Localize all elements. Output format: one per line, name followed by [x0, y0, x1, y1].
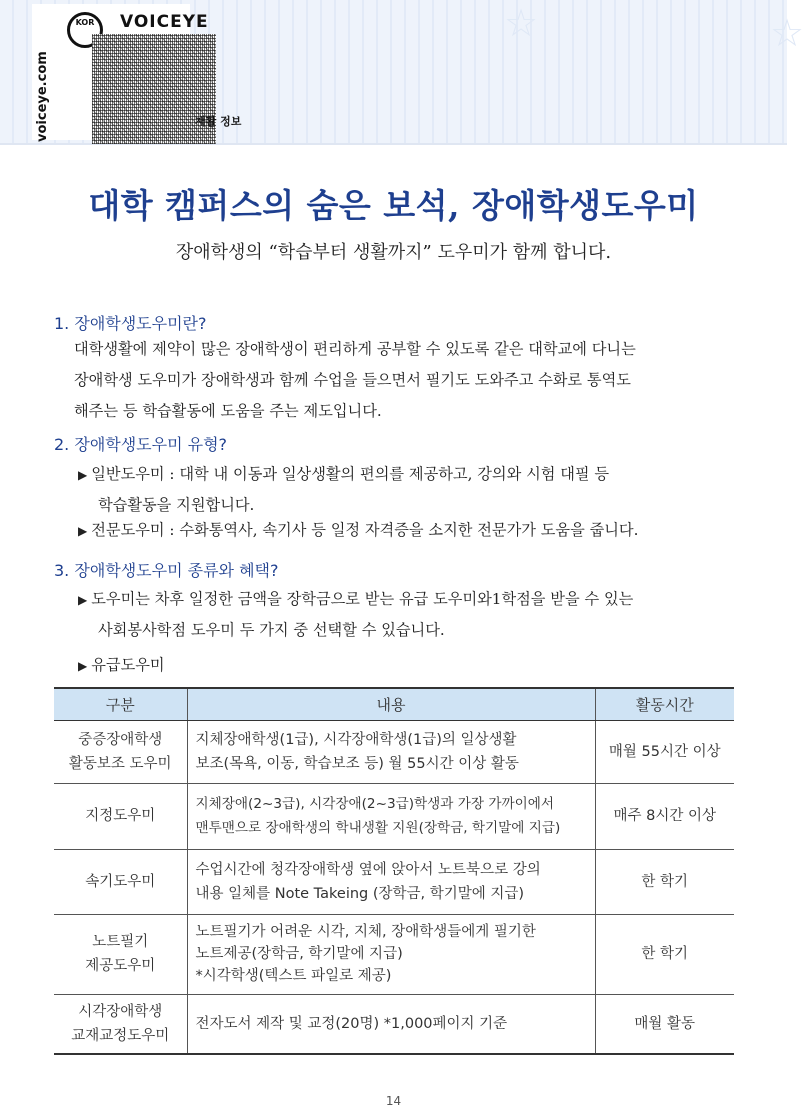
table-cell: 매월 활동: [595, 994, 734, 1054]
table-row: [54, 914, 734, 994]
table-cell: 매주 8시간 이상: [595, 783, 734, 849]
column-header: 활동시간: [595, 688, 734, 720]
section-label: 재활 정보: [195, 115, 242, 128]
table-row: [54, 783, 734, 849]
table-cell: 중증장애학생 활동보조 도우미: [54, 720, 187, 783]
triangle-bullet-icon: ▶: [78, 659, 88, 673]
brand-name: VOICEYE: [120, 12, 209, 32]
table-cell: 속기도우미: [54, 849, 187, 914]
table-cell: 지체장애(2~3급), 시각장애(2~3급)학생과 가장 가까이에서 맨투맨으로 장애학생의 학내생활 지원(장학금, 학기말에 지급): [187, 783, 595, 849]
table-cell: 전자도서 제작 및 교정(20명) *1,000페이지 기준: [187, 994, 595, 1054]
list-item: ▶ 유급도우미: [78, 656, 165, 674]
table-cell: 노트필기가 어려운 시각, 지체, 장애학생들에게 필기한 노트제공(장학금, 학기말에 지급) *시각학생(텍스트 파일로 제공): [187, 914, 595, 994]
table-cell: 한 학기: [595, 914, 734, 994]
table-cell: 지정도우미: [54, 783, 187, 849]
table-header-row: [54, 688, 734, 720]
star-decoration-icon: ☆: [770, 11, 804, 55]
section-2-heading: 2. 장애학생도우미 유형?: [54, 435, 228, 454]
table-row: [54, 994, 734, 1054]
section-3-heading: 3. 장애학생도우미 종류와 혜택?: [54, 561, 279, 580]
triangle-bullet-icon: ▶: [78, 593, 88, 607]
table-row: [54, 849, 734, 914]
table-cell: 매월 55시간 이상: [595, 720, 734, 783]
section-1-body: 대학생활에 제약이 많은 장애학생이 편리하게 공부할 수 있도록 같은 대학교에 다니는 장애학생 도우미가 장애학생과 함께 수업을 들으면서 필기도 도와주고 수화로 통역도 해주는 등 학습활동에 도움을 주는 제도입니다.: [74, 340, 636, 420]
voiceye-logo: [32, 4, 209, 140]
page-subtitle: 장애학생의 “학습부터 생활까지” 도우미가 함께 합니다.: [175, 242, 612, 263]
page-number: 14: [385, 1094, 402, 1108]
list-item: ▶ 전문도우미 : 수화통역사, 속기사 등 일정 자격증을 소지한 전문가가 도움을 줍니다.: [78, 521, 639, 539]
table-cell: 한 학기: [595, 849, 734, 914]
column-header: 내용: [187, 688, 595, 720]
list-item: ▶ 일반도우미 : 대학 내 이동과 일상생활의 편의를 제공하고, 강의와 시험 대필 등 학습활동을 지원합니다.: [78, 465, 610, 514]
column-header: 구분: [54, 688, 187, 720]
table-row: [54, 720, 734, 783]
table-cell: 노트필기 제공도우미: [54, 914, 187, 994]
star-decoration-icon: ☆: [504, 1, 539, 45]
list-item: ▶ 도우미는 차후 일정한 금액을 장학금으로 받는 유급 도우미와1학점을 받을 수 있는 사회봉사학점 도우미 두 가지 중 선택할 수 있습니다.: [78, 590, 634, 639]
triangle-bullet-icon: ▶: [78, 524, 88, 538]
section-1-heading: 1. 장애학생도우미란?: [54, 314, 207, 333]
site-url: voiceye.com: [35, 51, 50, 142]
table-cell: 시각장애학생 교재교정도우미: [54, 994, 187, 1054]
page-title: 대학 캠퍼스의 숨은 보석, 장애학생도우미: [88, 186, 699, 225]
table-cell: 수업시간에 청각장애학생 옆에 앉아서 노트북으로 강의 내용 일체를 Note Takeing (장학금, 학기말에 지급): [187, 849, 595, 914]
table-cell: 지체장애학생(1급), 시각장애학생(1급)의 일상생활 보조(목욕, 이동, 학습보조 등) 월 55시간 이상 활동: [187, 720, 595, 783]
helper-types-table: [54, 687, 734, 1055]
triangle-bullet-icon: ▶: [78, 468, 88, 482]
kor-badge: KOR: [67, 12, 103, 48]
